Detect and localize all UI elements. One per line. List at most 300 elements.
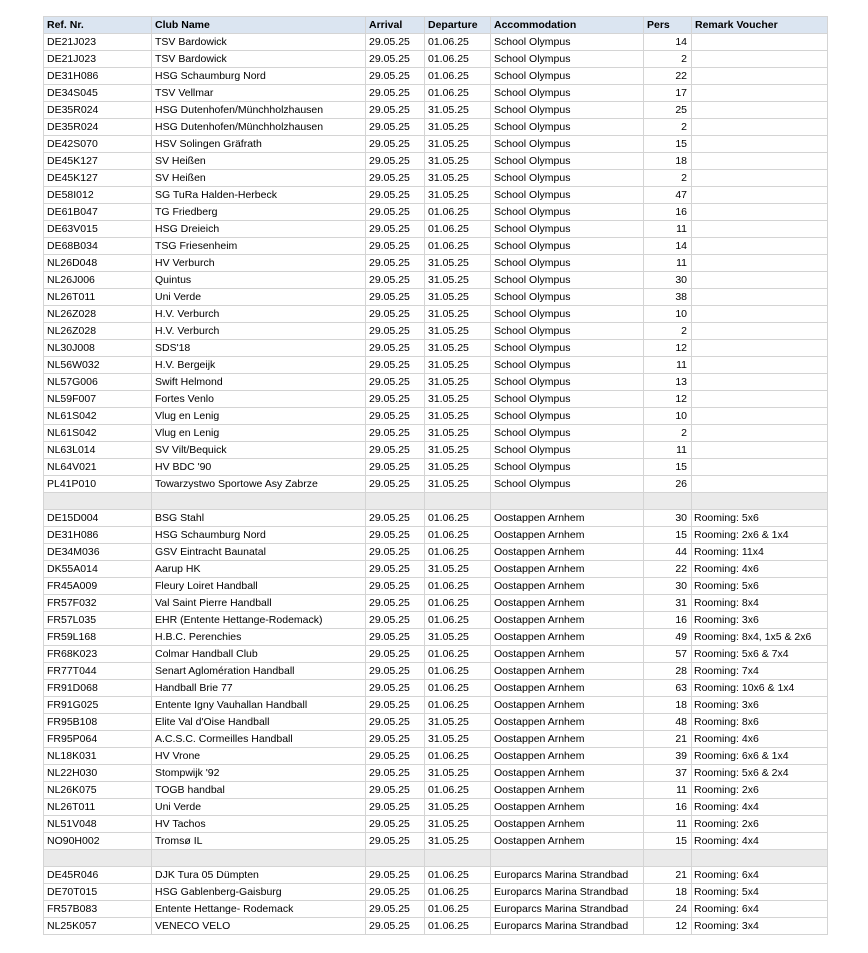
cell-departure[interactable]: 01.06.25 bbox=[425, 697, 491, 714]
cell-club-name[interactable]: Uni Verde bbox=[152, 799, 366, 816]
cell-remark[interactable] bbox=[692, 323, 828, 340]
cell-ref[interactable]: DK55A014 bbox=[44, 561, 152, 578]
cell-accommodation[interactable]: Oostappen Arnhem bbox=[491, 629, 644, 646]
cell-ref[interactable]: FR68K023 bbox=[44, 646, 152, 663]
cell-arrival[interactable]: 29.05.25 bbox=[366, 68, 425, 85]
cell-club-name[interactable]: Vlug en Lenig bbox=[152, 425, 366, 442]
cell-remark[interactable] bbox=[692, 476, 828, 493]
cell-ref[interactable]: FR57B083 bbox=[44, 901, 152, 918]
cell-remark[interactable]: Rooming: 4x6 bbox=[692, 731, 828, 748]
cell-arrival[interactable]: 29.05.25 bbox=[366, 289, 425, 306]
cell-accommodation[interactable]: School Olympus bbox=[491, 391, 644, 408]
empty-cell[interactable] bbox=[44, 850, 152, 867]
cell-ref[interactable]: FR45A009 bbox=[44, 578, 152, 595]
cell-departure[interactable]: 01.06.25 bbox=[425, 595, 491, 612]
cell-arrival[interactable]: 29.05.25 bbox=[366, 901, 425, 918]
cell-pers[interactable]: 48 bbox=[644, 714, 692, 731]
cell-pers[interactable]: 11 bbox=[644, 782, 692, 799]
cell-departure[interactable]: 01.06.25 bbox=[425, 646, 491, 663]
cell-arrival[interactable]: 29.05.25 bbox=[366, 391, 425, 408]
cell-remark[interactable]: Rooming: 2x6 bbox=[692, 816, 828, 833]
cell-departure[interactable]: 31.05.25 bbox=[425, 340, 491, 357]
cell-remark[interactable]: Rooming: 2x6 bbox=[692, 782, 828, 799]
cell-remark[interactable]: Rooming: 10x6 & 1x4 bbox=[692, 680, 828, 697]
cell-club-name[interactable]: TG Friedberg bbox=[152, 204, 366, 221]
empty-cell[interactable] bbox=[152, 850, 366, 867]
cell-remark[interactable]: Rooming: 4x6 bbox=[692, 561, 828, 578]
cell-remark[interactable] bbox=[692, 85, 828, 102]
cell-departure[interactable]: 31.05.25 bbox=[425, 255, 491, 272]
cell-pers[interactable]: 15 bbox=[644, 833, 692, 850]
cell-accommodation[interactable]: Oostappen Arnhem bbox=[491, 765, 644, 782]
cell-accommodation[interactable]: Oostappen Arnhem bbox=[491, 748, 644, 765]
empty-cell[interactable] bbox=[425, 850, 491, 867]
cell-ref[interactable]: NL51V048 bbox=[44, 816, 152, 833]
cell-accommodation[interactable]: School Olympus bbox=[491, 153, 644, 170]
empty-cell[interactable] bbox=[692, 850, 828, 867]
cell-club-name[interactable]: SDS'18 bbox=[152, 340, 366, 357]
cell-departure[interactable]: 31.05.25 bbox=[425, 187, 491, 204]
cell-departure[interactable]: 31.05.25 bbox=[425, 357, 491, 374]
cell-arrival[interactable]: 29.05.25 bbox=[366, 170, 425, 187]
cell-departure[interactable]: 31.05.25 bbox=[425, 476, 491, 493]
cell-pers[interactable]: 44 bbox=[644, 544, 692, 561]
cell-club-name[interactable]: Tromsø IL bbox=[152, 833, 366, 850]
cell-pers[interactable]: 57 bbox=[644, 646, 692, 663]
cell-club-name[interactable]: H.V. Verburch bbox=[152, 306, 366, 323]
cell-pers[interactable]: 10 bbox=[644, 306, 692, 323]
cell-arrival[interactable]: 29.05.25 bbox=[366, 323, 425, 340]
cell-accommodation[interactable]: Oostappen Arnhem bbox=[491, 782, 644, 799]
cell-club-name[interactable]: Swift Helmond bbox=[152, 374, 366, 391]
cell-accommodation[interactable]: School Olympus bbox=[491, 289, 644, 306]
cell-remark[interactable] bbox=[692, 51, 828, 68]
cell-club-name[interactable]: GSV Eintracht Baunatal bbox=[152, 544, 366, 561]
cell-ref[interactable]: DE35R024 bbox=[44, 119, 152, 136]
cell-accommodation[interactable]: School Olympus bbox=[491, 408, 644, 425]
cell-arrival[interactable]: 29.05.25 bbox=[366, 459, 425, 476]
header-club-name[interactable]: Club Name bbox=[152, 17, 366, 34]
cell-departure[interactable]: 31.05.25 bbox=[425, 731, 491, 748]
cell-accommodation[interactable]: Oostappen Arnhem bbox=[491, 663, 644, 680]
cell-pers[interactable]: 14 bbox=[644, 34, 692, 51]
header-pers[interactable]: Pers bbox=[644, 17, 692, 34]
cell-club-name[interactable]: Quintus bbox=[152, 272, 366, 289]
cell-club-name[interactable]: TSV Vellmar bbox=[152, 85, 366, 102]
cell-accommodation[interactable]: Europarcs Marina Strandbad bbox=[491, 901, 644, 918]
cell-club-name[interactable]: TSG Friesenheim bbox=[152, 238, 366, 255]
cell-departure[interactable]: 31.05.25 bbox=[425, 714, 491, 731]
cell-club-name[interactable]: TSV Bardowick bbox=[152, 34, 366, 51]
cell-club-name[interactable]: SG TuRa Halden-Herbeck bbox=[152, 187, 366, 204]
cell-club-name[interactable]: HV BDC '90 bbox=[152, 459, 366, 476]
cell-club-name[interactable]: Elite Val d'Oise Handball bbox=[152, 714, 366, 731]
cell-arrival[interactable]: 29.05.25 bbox=[366, 918, 425, 935]
header-accommodation[interactable]: Accommodation bbox=[491, 17, 644, 34]
cell-club-name[interactable]: TOGB handbal bbox=[152, 782, 366, 799]
cell-club-name[interactable]: Fleury Loiret Handball bbox=[152, 578, 366, 595]
cell-remark[interactable] bbox=[692, 408, 828, 425]
cell-accommodation[interactable]: Oostappen Arnhem bbox=[491, 527, 644, 544]
cell-remark[interactable] bbox=[692, 238, 828, 255]
cell-ref[interactable]: DE31H086 bbox=[44, 527, 152, 544]
cell-accommodation[interactable]: School Olympus bbox=[491, 476, 644, 493]
cell-ref[interactable]: DE42S070 bbox=[44, 136, 152, 153]
cell-club-name[interactable]: HSG Dutenhofen/Münchholzhausen bbox=[152, 119, 366, 136]
cell-remark[interactable] bbox=[692, 357, 828, 374]
cell-accommodation[interactable]: School Olympus bbox=[491, 68, 644, 85]
cell-ref[interactable]: NL30J008 bbox=[44, 340, 152, 357]
cell-remark[interactable] bbox=[692, 391, 828, 408]
cell-ref[interactable]: NL26J006 bbox=[44, 272, 152, 289]
cell-ref[interactable]: DE21J023 bbox=[44, 51, 152, 68]
cell-remark[interactable]: Rooming: 7x4 bbox=[692, 663, 828, 680]
cell-ref[interactable]: DE70T015 bbox=[44, 884, 152, 901]
cell-departure[interactable]: 31.05.25 bbox=[425, 833, 491, 850]
cell-arrival[interactable]: 29.05.25 bbox=[366, 272, 425, 289]
cell-accommodation[interactable]: Oostappen Arnhem bbox=[491, 697, 644, 714]
cell-club-name[interactable]: HV Vrone bbox=[152, 748, 366, 765]
cell-departure[interactable]: 01.06.25 bbox=[425, 238, 491, 255]
cell-accommodation[interactable]: Oostappen Arnhem bbox=[491, 680, 644, 697]
cell-ref[interactable]: DE34M036 bbox=[44, 544, 152, 561]
cell-departure[interactable]: 01.06.25 bbox=[425, 85, 491, 102]
cell-departure[interactable]: 31.05.25 bbox=[425, 306, 491, 323]
cell-accommodation[interactable]: School Olympus bbox=[491, 85, 644, 102]
cell-ref[interactable]: NL22H030 bbox=[44, 765, 152, 782]
cell-departure[interactable]: 31.05.25 bbox=[425, 153, 491, 170]
cell-accommodation[interactable]: Oostappen Arnhem bbox=[491, 510, 644, 527]
cell-club-name[interactable]: Uni Verde bbox=[152, 289, 366, 306]
cell-pers[interactable]: 24 bbox=[644, 901, 692, 918]
cell-remark[interactable] bbox=[692, 374, 828, 391]
empty-cell[interactable] bbox=[644, 850, 692, 867]
cell-remark[interactable]: Rooming: 6x6 & 1x4 bbox=[692, 748, 828, 765]
cell-accommodation[interactable]: Oostappen Arnhem bbox=[491, 714, 644, 731]
empty-cell[interactable] bbox=[692, 493, 828, 510]
cell-arrival[interactable]: 29.05.25 bbox=[366, 748, 425, 765]
cell-ref[interactable]: DE61B047 bbox=[44, 204, 152, 221]
cell-club-name[interactable]: HSG Gablenberg-Gaisburg bbox=[152, 884, 366, 901]
cell-pers[interactable]: 12 bbox=[644, 340, 692, 357]
cell-accommodation[interactable]: School Olympus bbox=[491, 425, 644, 442]
cell-arrival[interactable]: 29.05.25 bbox=[366, 629, 425, 646]
cell-departure[interactable]: 31.05.25 bbox=[425, 408, 491, 425]
cell-remark[interactable] bbox=[692, 425, 828, 442]
cell-club-name[interactable]: A.C.S.C. Cormeilles Handball bbox=[152, 731, 366, 748]
cell-accommodation[interactable]: School Olympus bbox=[491, 374, 644, 391]
cell-club-name[interactable]: HSG Dreieich bbox=[152, 221, 366, 238]
cell-departure[interactable]: 31.05.25 bbox=[425, 102, 491, 119]
cell-pers[interactable]: 18 bbox=[644, 153, 692, 170]
cell-ref[interactable]: NL61S042 bbox=[44, 425, 152, 442]
cell-remark[interactable]: Rooming: 6x4 bbox=[692, 867, 828, 884]
cell-remark[interactable]: Rooming: 5x6 & 2x4 bbox=[692, 765, 828, 782]
cell-arrival[interactable]: 29.05.25 bbox=[366, 85, 425, 102]
cell-departure[interactable]: 31.05.25 bbox=[425, 323, 491, 340]
cell-arrival[interactable]: 29.05.25 bbox=[366, 663, 425, 680]
cell-ref[interactable]: DE68B034 bbox=[44, 238, 152, 255]
cell-pers[interactable]: 11 bbox=[644, 221, 692, 238]
cell-departure[interactable]: 31.05.25 bbox=[425, 119, 491, 136]
cell-remark[interactable] bbox=[692, 459, 828, 476]
empty-cell[interactable] bbox=[366, 493, 425, 510]
cell-pers[interactable]: 30 bbox=[644, 578, 692, 595]
empty-cell[interactable] bbox=[152, 493, 366, 510]
cell-remark[interactable] bbox=[692, 34, 828, 51]
cell-pers[interactable]: 17 bbox=[644, 85, 692, 102]
cell-remark[interactable]: Rooming: 8x4 bbox=[692, 595, 828, 612]
cell-departure[interactable]: 01.06.25 bbox=[425, 867, 491, 884]
cell-club-name[interactable]: Fortes Venlo bbox=[152, 391, 366, 408]
cell-ref[interactable]: FR57L035 bbox=[44, 612, 152, 629]
cell-arrival[interactable]: 29.05.25 bbox=[366, 102, 425, 119]
cell-remark[interactable] bbox=[692, 102, 828, 119]
empty-cell[interactable] bbox=[644, 493, 692, 510]
cell-departure[interactable]: 01.06.25 bbox=[425, 782, 491, 799]
cell-remark[interactable]: Rooming: 5x6 & 7x4 bbox=[692, 646, 828, 663]
cell-arrival[interactable]: 29.05.25 bbox=[366, 136, 425, 153]
cell-remark[interactable] bbox=[692, 187, 828, 204]
cell-club-name[interactable]: SV Heißen bbox=[152, 170, 366, 187]
cell-remark[interactable] bbox=[692, 68, 828, 85]
cell-arrival[interactable]: 29.05.25 bbox=[366, 374, 425, 391]
cell-pers[interactable]: 25 bbox=[644, 102, 692, 119]
cell-club-name[interactable]: H.V. Bergeijk bbox=[152, 357, 366, 374]
cell-remark[interactable]: Rooming: 11x4 bbox=[692, 544, 828, 561]
cell-pers[interactable]: 30 bbox=[644, 510, 692, 527]
cell-ref[interactable]: NO90H002 bbox=[44, 833, 152, 850]
cell-accommodation[interactable]: Europarcs Marina Strandbad bbox=[491, 884, 644, 901]
cell-arrival[interactable]: 29.05.25 bbox=[366, 884, 425, 901]
cell-remark[interactable]: Rooming: 4x4 bbox=[692, 799, 828, 816]
cell-ref[interactable]: DE15D004 bbox=[44, 510, 152, 527]
cell-remark[interactable] bbox=[692, 221, 828, 238]
cell-ref[interactable]: NL56W032 bbox=[44, 357, 152, 374]
cell-accommodation[interactable]: School Olympus bbox=[491, 272, 644, 289]
cell-ref[interactable]: DE21J023 bbox=[44, 34, 152, 51]
cell-club-name[interactable]: Aarup HK bbox=[152, 561, 366, 578]
cell-remark[interactable] bbox=[692, 340, 828, 357]
cell-arrival[interactable]: 29.05.25 bbox=[366, 187, 425, 204]
cell-pers[interactable]: 15 bbox=[644, 136, 692, 153]
cell-arrival[interactable]: 29.05.25 bbox=[366, 867, 425, 884]
cell-pers[interactable]: 13 bbox=[644, 374, 692, 391]
cell-accommodation[interactable]: School Olympus bbox=[491, 255, 644, 272]
cell-pers[interactable]: 39 bbox=[644, 748, 692, 765]
cell-remark[interactable] bbox=[692, 289, 828, 306]
cell-remark[interactable]: Rooming: 8x6 bbox=[692, 714, 828, 731]
cell-ref[interactable]: NL59F007 bbox=[44, 391, 152, 408]
cell-club-name[interactable]: DJK Tura 05 Dümpten bbox=[152, 867, 366, 884]
cell-departure[interactable]: 31.05.25 bbox=[425, 425, 491, 442]
cell-pers[interactable]: 38 bbox=[644, 289, 692, 306]
cell-arrival[interactable]: 29.05.25 bbox=[366, 561, 425, 578]
cell-departure[interactable]: 01.06.25 bbox=[425, 68, 491, 85]
cell-pers[interactable]: 2 bbox=[644, 51, 692, 68]
cell-pers[interactable]: 18 bbox=[644, 884, 692, 901]
cell-pers[interactable]: 14 bbox=[644, 238, 692, 255]
cell-departure[interactable]: 01.06.25 bbox=[425, 901, 491, 918]
cell-arrival[interactable]: 29.05.25 bbox=[366, 34, 425, 51]
cell-club-name[interactable]: Entente Igny Vauhallan Handball bbox=[152, 697, 366, 714]
cell-club-name[interactable]: HSV Solingen Gräfrath bbox=[152, 136, 366, 153]
cell-arrival[interactable]: 29.05.25 bbox=[366, 306, 425, 323]
cell-remark[interactable] bbox=[692, 204, 828, 221]
cell-remark[interactable] bbox=[692, 255, 828, 272]
cell-pers[interactable]: 11 bbox=[644, 357, 692, 374]
cell-accommodation[interactable]: School Olympus bbox=[491, 306, 644, 323]
cell-departure[interactable]: 31.05.25 bbox=[425, 272, 491, 289]
cell-pers[interactable]: 26 bbox=[644, 476, 692, 493]
cell-ref[interactable]: NL26K075 bbox=[44, 782, 152, 799]
cell-arrival[interactable]: 29.05.25 bbox=[366, 680, 425, 697]
header-arrival[interactable]: Arrival bbox=[366, 17, 425, 34]
cell-arrival[interactable]: 29.05.25 bbox=[366, 153, 425, 170]
cell-pers[interactable]: 11 bbox=[644, 442, 692, 459]
cell-departure[interactable]: 01.06.25 bbox=[425, 51, 491, 68]
empty-cell[interactable] bbox=[491, 850, 644, 867]
cell-arrival[interactable]: 29.05.25 bbox=[366, 612, 425, 629]
cell-accommodation[interactable]: School Olympus bbox=[491, 204, 644, 221]
cell-ref[interactable]: NL26Z028 bbox=[44, 323, 152, 340]
cell-club-name[interactable]: Stompwijk '92 bbox=[152, 765, 366, 782]
cell-ref[interactable]: NL26T011 bbox=[44, 799, 152, 816]
cell-remark[interactable] bbox=[692, 306, 828, 323]
cell-remark[interactable]: Rooming: 2x6 & 1x4 bbox=[692, 527, 828, 544]
cell-club-name[interactable]: HSG Schaumburg Nord bbox=[152, 527, 366, 544]
cell-remark[interactable]: Rooming: 5x4 bbox=[692, 884, 828, 901]
cell-ref[interactable]: FR95P064 bbox=[44, 731, 152, 748]
header-remark-voucher[interactable]: Remark Voucher bbox=[692, 17, 828, 34]
cell-ref[interactable]: DE31H086 bbox=[44, 68, 152, 85]
cell-ref[interactable]: DE63V015 bbox=[44, 221, 152, 238]
cell-pers[interactable]: 12 bbox=[644, 391, 692, 408]
cell-pers[interactable]: 63 bbox=[644, 680, 692, 697]
cell-ref[interactable]: FR57F032 bbox=[44, 595, 152, 612]
cell-pers[interactable]: 2 bbox=[644, 170, 692, 187]
cell-departure[interactable]: 01.06.25 bbox=[425, 612, 491, 629]
cell-departure[interactable]: 01.06.25 bbox=[425, 918, 491, 935]
cell-ref[interactable]: FR95B108 bbox=[44, 714, 152, 731]
cell-accommodation[interactable]: School Olympus bbox=[491, 442, 644, 459]
cell-ref[interactable]: NL63L014 bbox=[44, 442, 152, 459]
cell-club-name[interactable]: Entente Hettange- Rodemack bbox=[152, 901, 366, 918]
cell-remark[interactable]: Rooming: 3x6 bbox=[692, 697, 828, 714]
cell-arrival[interactable]: 29.05.25 bbox=[366, 51, 425, 68]
cell-departure[interactable]: 01.06.25 bbox=[425, 544, 491, 561]
cell-ref[interactable]: NL57G006 bbox=[44, 374, 152, 391]
cell-remark[interactable] bbox=[692, 442, 828, 459]
cell-club-name[interactable]: Senart Aglomération Handball bbox=[152, 663, 366, 680]
cell-arrival[interactable]: 29.05.25 bbox=[366, 425, 425, 442]
cell-departure[interactable]: 31.05.25 bbox=[425, 136, 491, 153]
cell-club-name[interactable]: VENECO VELO bbox=[152, 918, 366, 935]
cell-departure[interactable]: 01.06.25 bbox=[425, 663, 491, 680]
cell-pers[interactable]: 28 bbox=[644, 663, 692, 680]
cell-arrival[interactable]: 29.05.25 bbox=[366, 595, 425, 612]
cell-pers[interactable]: 16 bbox=[644, 612, 692, 629]
cell-club-name[interactable]: Handball Brie 77 bbox=[152, 680, 366, 697]
cell-ref[interactable]: DE58I012 bbox=[44, 187, 152, 204]
cell-accommodation[interactable]: Oostappen Arnhem bbox=[491, 731, 644, 748]
cell-departure[interactable]: 31.05.25 bbox=[425, 816, 491, 833]
cell-accommodation[interactable]: Oostappen Arnhem bbox=[491, 612, 644, 629]
cell-accommodation[interactable]: Oostappen Arnhem bbox=[491, 799, 644, 816]
cell-club-name[interactable]: H.B.C. Perenchies bbox=[152, 629, 366, 646]
cell-pers[interactable]: 37 bbox=[644, 765, 692, 782]
cell-departure[interactable]: 01.06.25 bbox=[425, 527, 491, 544]
empty-cell[interactable] bbox=[366, 850, 425, 867]
cell-ref[interactable]: NL18K031 bbox=[44, 748, 152, 765]
cell-departure[interactable]: 31.05.25 bbox=[425, 629, 491, 646]
cell-club-name[interactable]: Towarzystwo Sportowe Asy Zabrze bbox=[152, 476, 366, 493]
cell-pers[interactable]: 15 bbox=[644, 527, 692, 544]
cell-ref[interactable]: NL25K057 bbox=[44, 918, 152, 935]
cell-club-name[interactable]: Colmar Handball Club bbox=[152, 646, 366, 663]
cell-ref[interactable]: NL61S042 bbox=[44, 408, 152, 425]
cell-club-name[interactable]: H.V. Verburch bbox=[152, 323, 366, 340]
cell-arrival[interactable]: 29.05.25 bbox=[366, 578, 425, 595]
cell-departure[interactable]: 31.05.25 bbox=[425, 374, 491, 391]
cell-club-name[interactable]: HSG Schaumburg Nord bbox=[152, 68, 366, 85]
cell-accommodation[interactable]: Oostappen Arnhem bbox=[491, 561, 644, 578]
cell-arrival[interactable]: 29.05.25 bbox=[366, 833, 425, 850]
cell-accommodation[interactable]: School Olympus bbox=[491, 357, 644, 374]
cell-ref[interactable]: DE45K127 bbox=[44, 153, 152, 170]
cell-pers[interactable]: 18 bbox=[644, 697, 692, 714]
cell-accommodation[interactable]: School Olympus bbox=[491, 34, 644, 51]
cell-club-name[interactable]: TSV Bardowick bbox=[152, 51, 366, 68]
cell-arrival[interactable]: 29.05.25 bbox=[366, 544, 425, 561]
cell-accommodation[interactable]: School Olympus bbox=[491, 323, 644, 340]
cell-accommodation[interactable]: School Olympus bbox=[491, 102, 644, 119]
cell-accommodation[interactable]: School Olympus bbox=[491, 51, 644, 68]
cell-departure[interactable]: 31.05.25 bbox=[425, 289, 491, 306]
cell-ref[interactable]: FR91G025 bbox=[44, 697, 152, 714]
cell-ref[interactable]: NL64V021 bbox=[44, 459, 152, 476]
cell-departure[interactable]: 01.06.25 bbox=[425, 680, 491, 697]
cell-arrival[interactable]: 29.05.25 bbox=[366, 799, 425, 816]
cell-pers[interactable]: 31 bbox=[644, 595, 692, 612]
cell-accommodation[interactable]: Oostappen Arnhem bbox=[491, 646, 644, 663]
cell-arrival[interactable]: 29.05.25 bbox=[366, 731, 425, 748]
cell-arrival[interactable]: 29.05.25 bbox=[366, 646, 425, 663]
cell-remark[interactable] bbox=[692, 119, 828, 136]
cell-departure[interactable]: 31.05.25 bbox=[425, 459, 491, 476]
cell-club-name[interactable]: HV Verburch bbox=[152, 255, 366, 272]
cell-pers[interactable]: 21 bbox=[644, 867, 692, 884]
cell-ref[interactable]: PL41P010 bbox=[44, 476, 152, 493]
cell-departure[interactable]: 31.05.25 bbox=[425, 561, 491, 578]
cell-remark[interactable]: Rooming: 8x4, 1x5 & 2x6 bbox=[692, 629, 828, 646]
cell-accommodation[interactable]: Oostappen Arnhem bbox=[491, 544, 644, 561]
cell-departure[interactable]: 01.06.25 bbox=[425, 510, 491, 527]
cell-pers[interactable]: 2 bbox=[644, 425, 692, 442]
cell-pers[interactable]: 47 bbox=[644, 187, 692, 204]
cell-club-name[interactable]: Val Saint Pierre Handball bbox=[152, 595, 366, 612]
cell-arrival[interactable]: 29.05.25 bbox=[366, 765, 425, 782]
cell-departure[interactable]: 01.06.25 bbox=[425, 578, 491, 595]
cell-remark[interactable] bbox=[692, 153, 828, 170]
cell-pers[interactable]: 15 bbox=[644, 459, 692, 476]
cell-club-name[interactable]: SV Heißen bbox=[152, 153, 366, 170]
empty-cell[interactable] bbox=[44, 493, 152, 510]
cell-accommodation[interactable]: Europarcs Marina Strandbad bbox=[491, 867, 644, 884]
cell-arrival[interactable]: 29.05.25 bbox=[366, 119, 425, 136]
cell-accommodation[interactable]: Europarcs Marina Strandbad bbox=[491, 918, 644, 935]
cell-pers[interactable]: 22 bbox=[644, 561, 692, 578]
